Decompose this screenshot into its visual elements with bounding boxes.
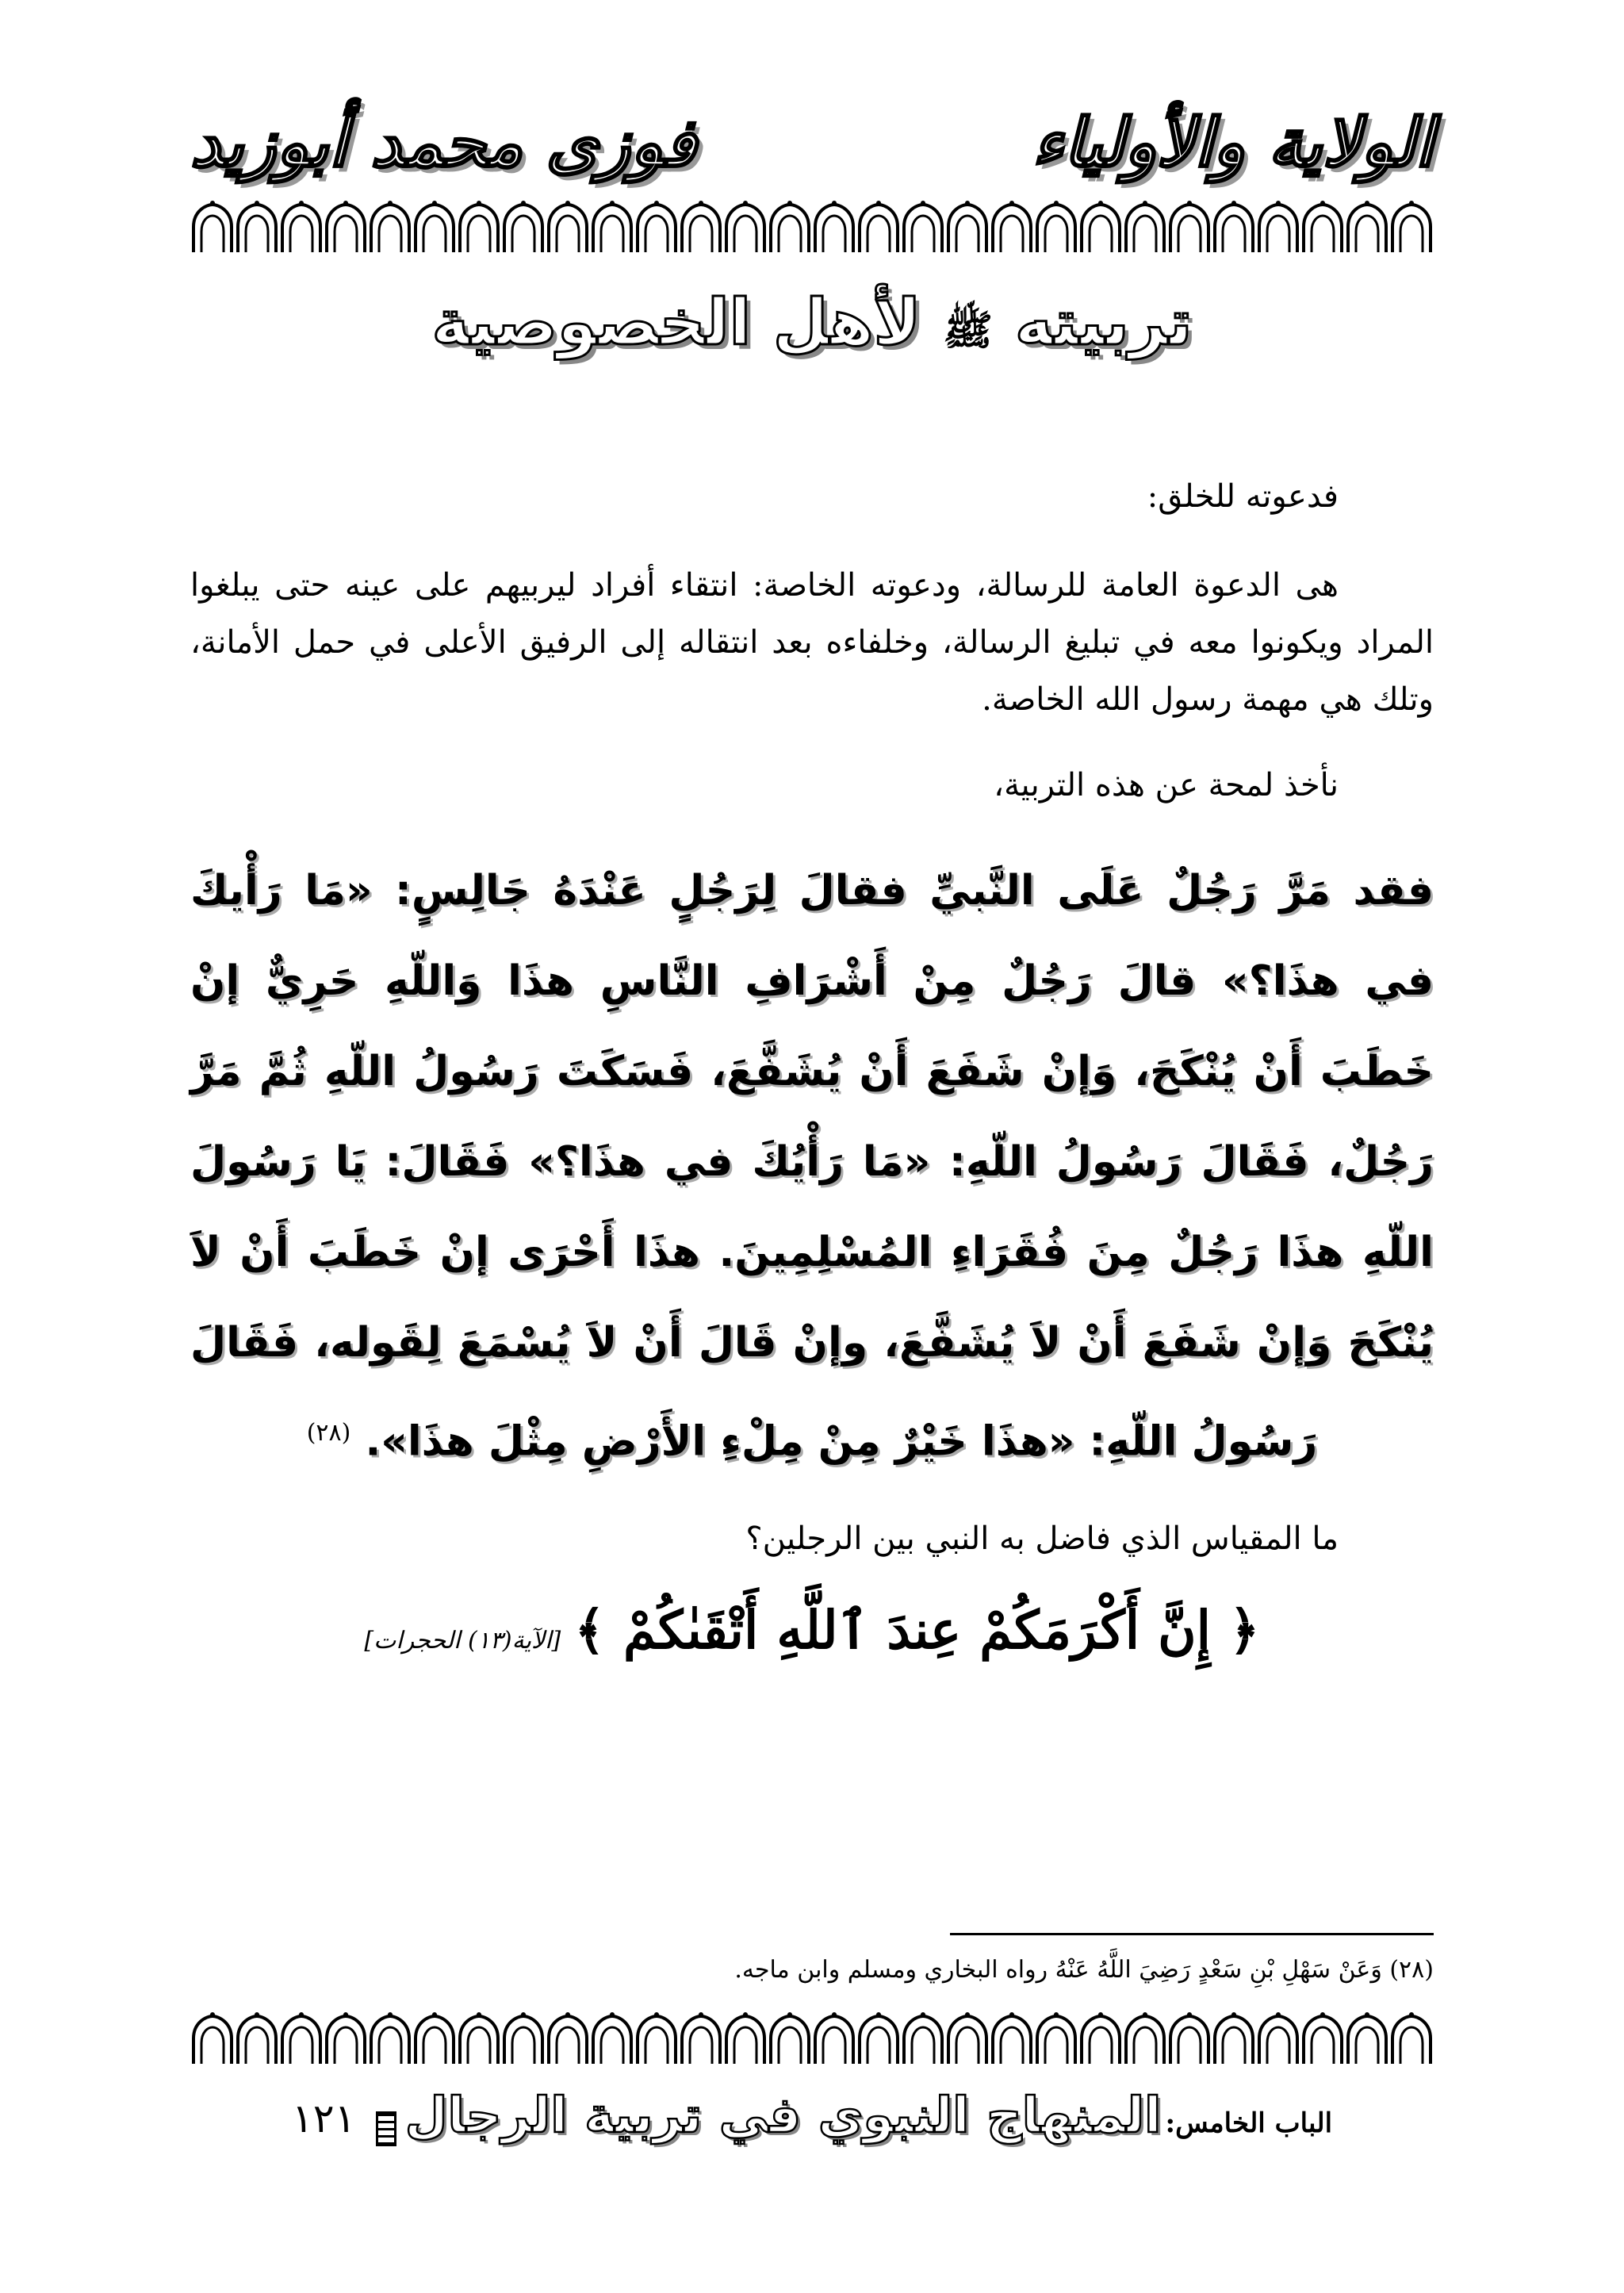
book-title: الولاية والأولياء (1032, 103, 1434, 182)
main-content (190, 468, 1434, 1661)
footer-title: المنهاج النبوي في تربية الرجال (404, 2086, 1162, 2144)
page-header (190, 95, 1434, 214)
footnote-separator (950, 1933, 1434, 1935)
bottom-arch-border (190, 2011, 1434, 2067)
hadith-text (190, 845, 1434, 1486)
section-title (190, 286, 1434, 365)
page-footer (190, 2086, 1434, 2146)
section-title-end: لأهل الخصوصية (431, 286, 921, 359)
page-number: ١٢١ (291, 2096, 356, 2142)
footnote: (٢٨) وَعَنْ سَهْلِ بْنِ سَعْدٍ رَضِيَ اللَّهُ عَنْهُ رواه البخاري ومسلم وابن ماجه. (734, 1956, 1434, 1984)
top-arch-border (190, 200, 1434, 255)
author-name: فوزى محمد أبوزيد (190, 103, 697, 182)
paragraph-call: فدعوته للخلق: (1147, 478, 1339, 515)
pbuh-glyph: ﷺ (943, 306, 994, 355)
section-title-start: تربيته (1014, 286, 1193, 359)
document-icon (376, 2111, 396, 2146)
footer-chapter: الباب الخامس: (1165, 2107, 1333, 2139)
paragraph-body: هى الدعوة العامة للرسالة، ودعوته الخاصة: انتقاء أفراد ليربيهم على عينه حتى يبلغوا المراد ويكونوا معه في تبليغ الرسالة، وخلفاءه بعد انتقاله إلى الرفيق الأعلى في حمل الأمانة، وتلك هي مهمة رسول الله الخاصة. (190, 567, 1434, 718)
hadith-body: فقد مَرَّ رَجُلٌ عَلَى النَّبيِّ فقالَ لِرَجُلٍ عَنْدَهُ جَالِسٍ: «مَا رَأْيكَ في هذَا؟» قالَ رَجُلٌ مِنْ أَشْرَافِ النَّاسِ هذَا وَاللّهِ حَرِيٌّ إنْ خَطَبَ أَنْ يُنْكَحَ، وَإنْ شَفَعَ أَنْ يُشَفَّعَ، فَسَكَتَ رَسُولُ اللّهِ ثُمَّ مَرَّ رَجُلٌ، فَقَالَ رَسُولُ اللّهِ: «مَا رَأْيُكَ في هذَا؟» فَقَالَ: يَا رَسُولَ اللّهِ هذَا رَجُلٌ مِنَ فُقَرَاءِ المُسْلِمِينَ. هذَا أَحْرَى إنْ خَطَبَ أَنْ لاَ يُنْكَحَ وَإنْ شَفَعَ أَنْ لاَ يُشَفَّعَ، وإنْ قَالَ أَنْ لاَ يُسْمَعَ لِقَوله، فَقَالَ رَسُولُ اللّهِ: «هذَا خَيْرٌ مِنْ مِلْءِ الأَرْضِ مِثْلَ هذَا». (190, 867, 1434, 1466)
verse-text: ﴿ إِنَّ أَكْرَمَكُمْ عِندَ ٱللَّهِ أَتْقَىٰكُمْ ﴾ (574, 1599, 1260, 1662)
quran-verse (190, 1599, 1434, 1661)
paragraph-intro: نأخذ لمحة عن هذه التربية، (994, 767, 1339, 803)
question-text: ما المقياس الذي فاضل به النبي بين الرجلين؟ (745, 1520, 1339, 1558)
footnote-marker: (٢٨) (306, 1419, 351, 1447)
verse-reference: [الآية(١٣) الحجرات] (364, 1627, 561, 1655)
